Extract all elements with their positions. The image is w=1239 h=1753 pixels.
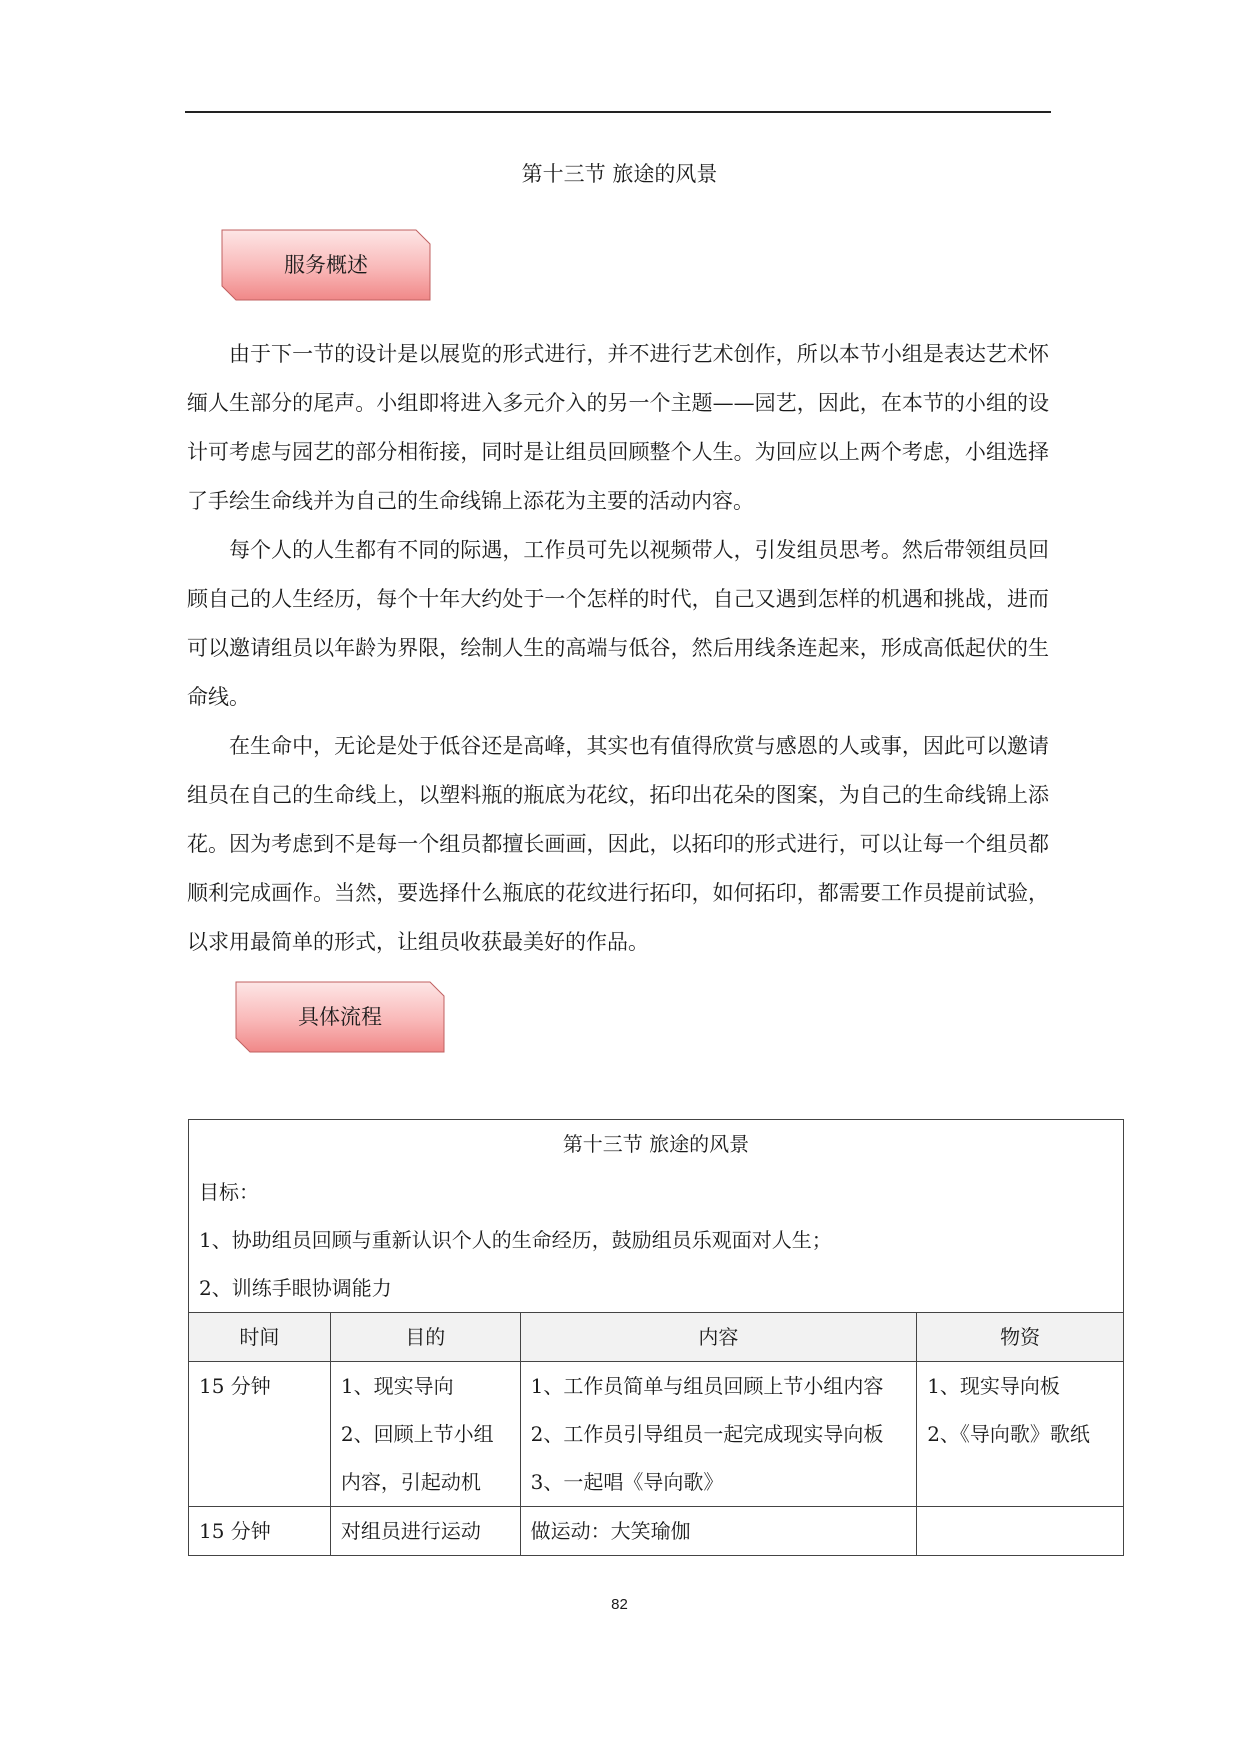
column-header-content: 内容: [520, 1313, 917, 1362]
materials-line: 2、《导向歌》歌纸: [927, 1422, 1090, 1446]
tag-process: [234, 980, 446, 1054]
tag-overview: [220, 228, 432, 302]
cell-materials: [917, 1362, 1124, 1507]
tag-overview-label: 服务概述: [284, 253, 368, 277]
cell-materials: [917, 1507, 1124, 1556]
cell-purpose: [330, 1507, 520, 1556]
paragraph: 由于下一节的设计是以展览的形式进行，并不进行艺术创作，所以本节小组是表达艺术怀缅人生部分的尾声。小组即将进入多元介入的另一个主题——园艺，因此，在本节的小组的设计可考虑与园艺的部分相衔接，同时是让组员回顾整个人生。为回应以上两个考虑，小组选择了手绘生命线并为自己的生命线锦上添花为主要的活动内容。: [187, 342, 1049, 513]
time-text: 15 分钟: [199, 1519, 271, 1543]
body-text: [187, 330, 1049, 967]
purpose-line: 1、现实导向: [340, 1374, 454, 1398]
page-number: 82: [611, 1596, 628, 1613]
purpose-line: 2、回顾上节小组: [340, 1422, 494, 1446]
column-header-purpose: 目的: [330, 1313, 520, 1362]
paragraph: 每个人的人生都有不同的际遇，工作员可先以视频带人，引发组员思考。然后带领组员回顾自己的人生经历，每个十年大约处于一个怎样的时代，自己又遇到怎样的机遇和挑战，进而可以邀请组员以年龄为界限，绘制人生的高端与低谷，然后用线条连起来，形成高低起伏的生命线。: [187, 538, 1049, 709]
content-line: 1、工作员简单与组员回顾上节小组内容: [530, 1374, 884, 1398]
goal-label: 目标：: [199, 1180, 259, 1204]
purpose-line: 对组员进行运动: [340, 1519, 481, 1543]
session-table: [188, 1119, 1124, 1556]
column-header-time: 时间: [189, 1313, 331, 1362]
time-text: 15 分钟: [199, 1374, 271, 1398]
column-headers: [189, 1313, 1124, 1362]
paragraph: 在生命中，无论是处于低谷还是高峰，其实也有值得欣赏与感恩的人或事，因此可以邀请组员在自己的生命线上，以塑料瓶的瓶底为花纹，拓印出花朵的图案，为自己的生命线锦上添花。因为考虑到不是每一个组员都擅长画画，因此，以拓印的形式进行，可以让每一个组员都顺利完成画作。当然，要选择什么瓶底的花纹进行拓印，如何拓印，都需要工作员提前试验，以求用最简单的形式，让组员收获最美好的作品。: [187, 734, 1049, 954]
cell-content: [520, 1507, 917, 1556]
goal-item: 2、训练手眼协调能力: [199, 1276, 392, 1300]
content-line: 3、一起唱《导向歌》: [530, 1470, 724, 1494]
tag-process-label: 具体流程: [298, 1005, 382, 1029]
cell-content: [520, 1362, 917, 1507]
content-line: 做运动：大笑瑜伽: [530, 1519, 691, 1543]
table-row: [189, 1507, 1124, 1556]
cell-time: [189, 1507, 331, 1556]
table-row: [189, 1362, 1124, 1507]
cell-purpose: [330, 1362, 520, 1507]
table-header-block: [189, 1120, 1124, 1313]
materials-line: 1、现实导向板: [927, 1374, 1060, 1398]
cell-time: [189, 1362, 331, 1507]
content-line: 2、工作员引导组员一起完成现实导向板: [530, 1422, 884, 1446]
goal-item: 1、协助组员回顾与重新认识个人的生命经历，鼓励组员乐观面对人生；: [199, 1228, 832, 1252]
header-rule: [185, 111, 1051, 113]
table-title: 第十三节 旅途的风景: [562, 1132, 750, 1156]
section-title: 第十三节 旅途的风景: [521, 162, 718, 186]
purpose-line: 内容，引起动机: [340, 1470, 481, 1494]
column-header-materials: 物资: [917, 1313, 1124, 1362]
